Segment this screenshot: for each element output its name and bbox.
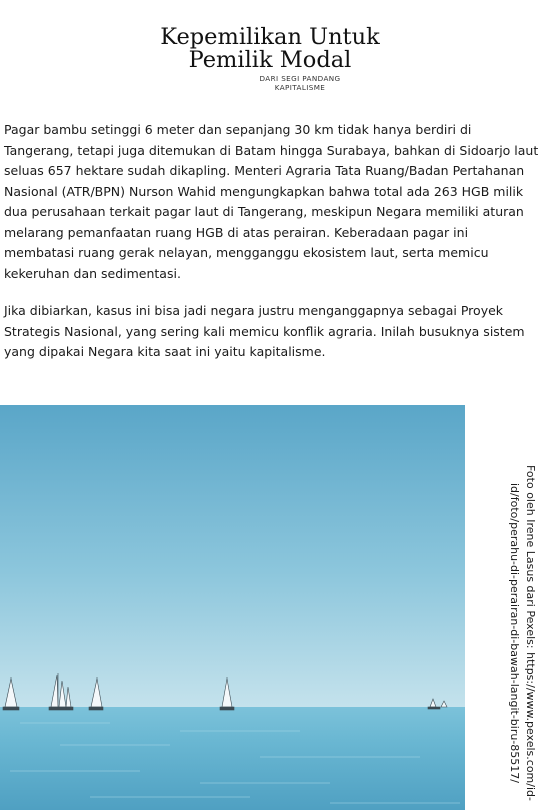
paragraph-1: Pagar bambu setinggi 6 meter dan sepanjang 30 km tidak hanya berdiri di Tangerang, tetapi juga ditemukan di Batam hingga Surabaya, bahkan di Sidoarjo laut seluas 657 hektare sudah dikapling. Menteri Agraria Tata Ruang/Badan Pertahanan Nasional (ATR/BPN) Nurson Wahid mengungkapkan bahwa total ada 263 HGB milik dua perusahaan terkait pagar laut di Tangerang, meskipun Negara memiliki aturan melarang pemanfaatan ruang HGB di atas perairan. Keberadaan pagar ini membatasi ruang gerak nelayan, mengganggu ekosistem laut, serta memicu kekeruhan dan sedimentasi. bbox=[4, 122, 539, 281]
photo-credit bbox=[468, 456, 540, 810]
title-line-2: Pemilik Modal bbox=[188, 47, 352, 73]
subtitle-line-2: KAPITALISME bbox=[274, 83, 326, 92]
sea bbox=[0, 707, 465, 810]
paragraph-2: Jika dibiarkan, kasus ini bisa jadi negara justru menganggapnya sebagai Proyek Strategis Nasional, yang sering kali memicu konflik agraria. Inilah busuknya sistem yang dipakai Negara kita saat ini yaitu kapitalisme. bbox=[4, 303, 525, 359]
photo-credit-line-1: Foto oleh Irene Lasus dari Pexels: https://www.pexels.com/id- bbox=[524, 465, 537, 801]
photo-credit-line-2: id/foto/perahu-di-perairan-di-bawah-langit-biru-85517/ bbox=[508, 482, 521, 783]
sky bbox=[0, 405, 465, 707]
sailboats-photo bbox=[0, 405, 465, 810]
sea-scene-image bbox=[0, 405, 465, 810]
subtitle-line-1: DARI SEGI PANDANG bbox=[259, 74, 341, 83]
page-title bbox=[0, 26, 540, 72]
title-line-1: Kepemilikan Untuk bbox=[160, 24, 380, 50]
page-subtitle bbox=[230, 74, 370, 92]
